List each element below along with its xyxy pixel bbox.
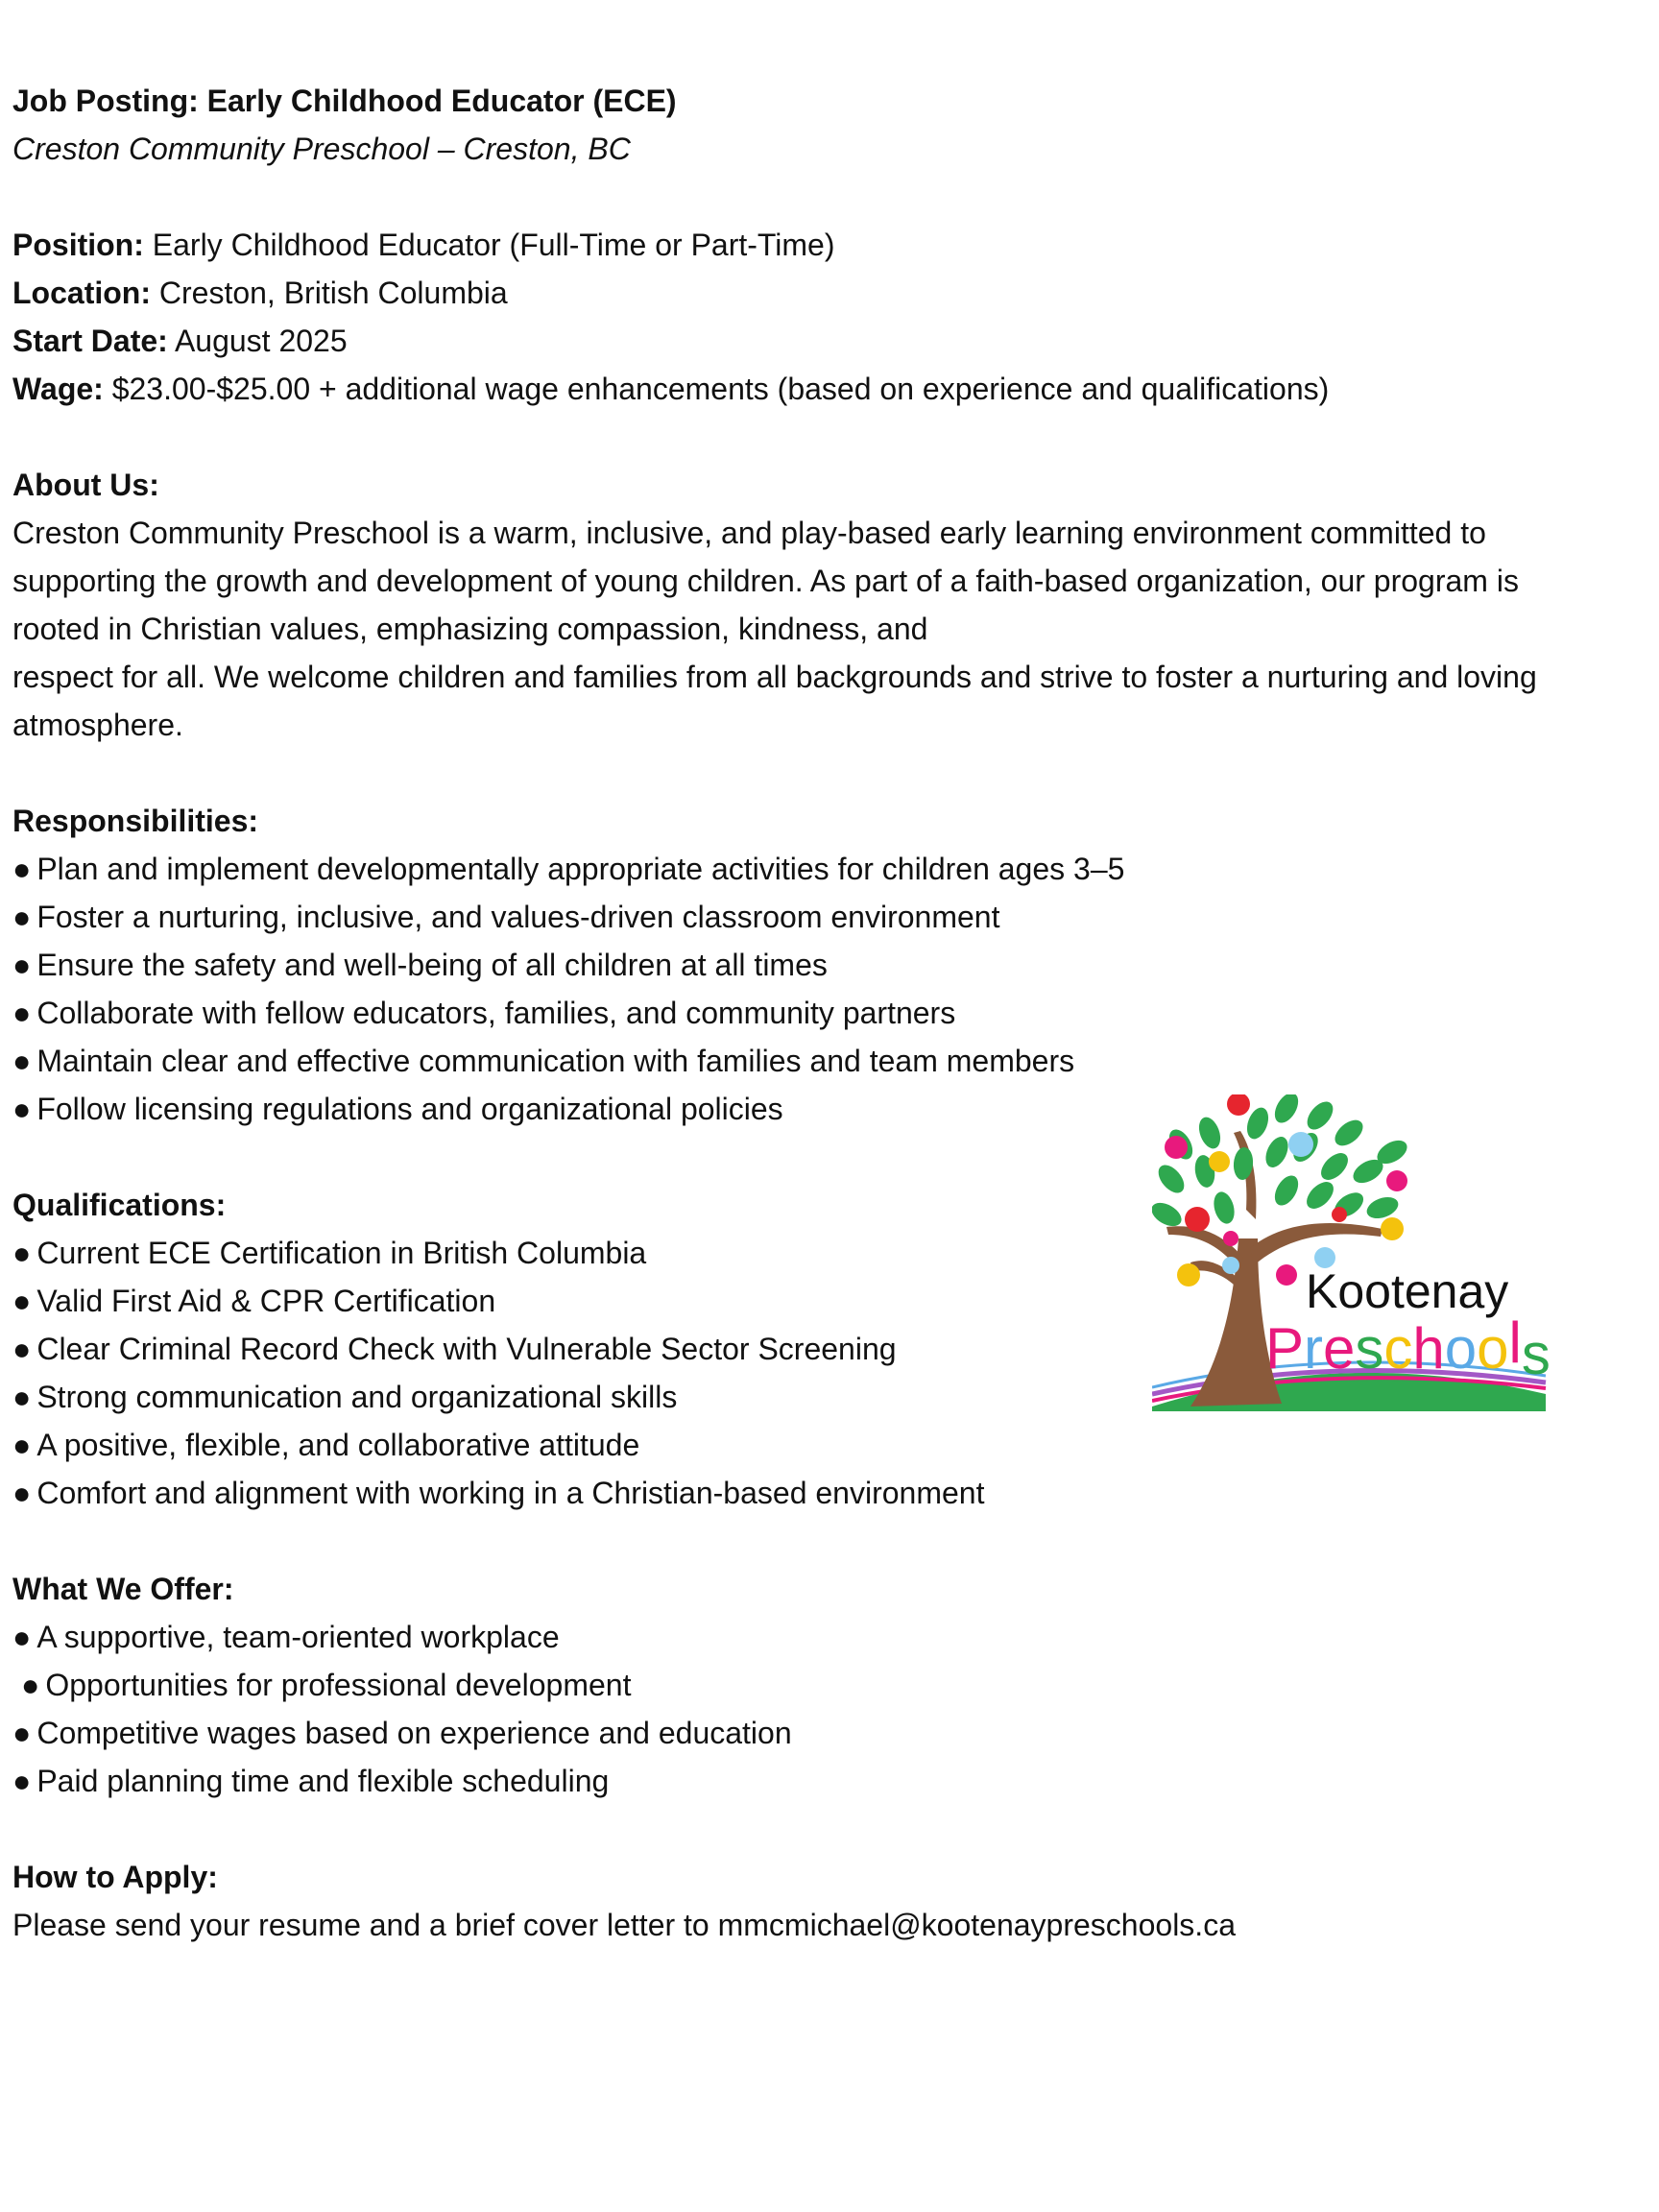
- detail-label: Position:: [12, 228, 144, 262]
- logo-letter: s: [1521, 1322, 1551, 1386]
- bullet-icon: ●: [12, 1764, 32, 1798]
- bullet-icon: ●: [12, 1476, 32, 1510]
- list-item-text: Comfort and alignment with working in a Christian-based environment: [36, 1476, 985, 1510]
- list-item: [12, 1709, 1645, 1757]
- apply-heading: How to Apply:: [12, 1860, 218, 1894]
- bullet-icon: ●: [21, 1668, 40, 1702]
- list-item-text: Foster a nurturing, inclusive, and values-driven classroom environment: [36, 900, 1000, 934]
- posting-title: Job Posting: Early Childhood Educator (ECE): [12, 84, 677, 118]
- logo-letter: e: [1323, 1316, 1356, 1381]
- list-item-text: Plan and implement developmentally appropriate activities for children ages 3–5: [36, 852, 1125, 886]
- list-item-text: Maintain clear and effective communication with families and team members: [36, 1044, 1075, 1078]
- detail-wage: [12, 365, 1645, 413]
- list-item-text: Opportunities for professional development: [45, 1668, 632, 1702]
- logo-letter: h: [1412, 1316, 1445, 1381]
- about-line: rooted in Christian values, emphasizing compassion, kindness, and: [12, 612, 928, 646]
- list-item: [12, 1613, 1645, 1661]
- list-item: [12, 989, 1645, 1037]
- about-paragraph: [12, 509, 1645, 749]
- bullet-icon: ●: [12, 1332, 32, 1366]
- bullet-icon: ●: [12, 1092, 32, 1126]
- offer-list: [12, 1613, 1645, 1805]
- list-item-text: Follow licensing regulations and organizational policies: [36, 1092, 783, 1126]
- list-item-text: A supportive, team-oriented workplace: [36, 1620, 560, 1654]
- list-item-text: A positive, flexible, and collaborative attitude: [36, 1428, 640, 1462]
- about-heading: About Us:: [12, 468, 159, 502]
- list-item-text: Collaborate with fellow educators, families, and community partners: [36, 996, 956, 1030]
- list-item: [12, 1421, 1645, 1469]
- detail-value: Creston, British Columbia: [150, 276, 508, 310]
- logo-letter: l: [1508, 1310, 1522, 1375]
- logo-letter: o: [1477, 1316, 1509, 1381]
- detail-label: Start Date:: [12, 324, 168, 358]
- list-item-text: Ensure the safety and well-being of all children at all times: [36, 948, 828, 982]
- bullet-icon: ●: [12, 996, 32, 1030]
- apply-text: Please send your resume and a brief cover letter to mmcmichael@kootenaypreschools.ca: [12, 1908, 1236, 1942]
- detail-position: [12, 221, 1645, 269]
- about-line: Creston Community Preschool is a warm, inclusive, and play-based early learning environment committed to: [12, 516, 1486, 550]
- posting-subtitle: Creston Community Preschool – Creston, BC: [12, 132, 631, 166]
- list-item-text: Paid planning time and flexible scheduling: [36, 1764, 610, 1798]
- bullet-icon: ●: [12, 852, 32, 886]
- about-line: respect for all. We welcome children and families from all backgrounds and strive to foster a nurturing and loving: [12, 660, 1537, 694]
- responsibilities-list: [12, 845, 1645, 1133]
- bullet-icon: ●: [12, 1236, 32, 1270]
- bullet-icon: ●: [12, 1620, 32, 1654]
- bullet-icon: ●: [12, 900, 32, 934]
- detail-value: Early Childhood Educator (Full-Time or Part-Time): [143, 228, 835, 262]
- offer-heading: What We Offer:: [12, 1572, 234, 1606]
- logo-letter: s: [1355, 1316, 1384, 1381]
- list-item: [12, 893, 1645, 941]
- list-item: [12, 1757, 1645, 1805]
- detail-start-date: [12, 317, 1645, 365]
- list-item: [12, 1037, 1645, 1085]
- bullet-icon: ●: [12, 948, 32, 982]
- list-item-text: Competitive wages based on experience and education: [36, 1716, 792, 1750]
- detail-value: August 2025: [167, 324, 348, 358]
- logo-letter: c: [1383, 1316, 1413, 1381]
- list-item: [12, 1661, 1645, 1709]
- kootenay-preschools-logo: [1152, 1094, 1594, 1411]
- about-line: atmosphere.: [12, 708, 183, 742]
- detail-value: $23.00-$25.00 + additional wage enhancements (based on experience and qualifications): [103, 372, 1330, 406]
- responsibilities-heading: Responsibilities:: [12, 804, 259, 838]
- detail-location: [12, 269, 1645, 317]
- about-line: supporting the growth and development of young children. As part of a faith-based organization, our program is: [12, 564, 1519, 598]
- bullet-icon: ●: [12, 1428, 32, 1462]
- list-item: [12, 941, 1645, 989]
- job-posting-document: [12, 77, 1645, 1949]
- logo-name-bottom: [1265, 1310, 1551, 1386]
- list-item: [12, 1469, 1645, 1517]
- logo-letter: r: [1304, 1316, 1324, 1381]
- bullet-icon: ●: [12, 1044, 32, 1078]
- list-item-text: Clear Criminal Record Check with Vulnerable Sector Screening: [36, 1332, 897, 1366]
- bullet-icon: ●: [12, 1380, 32, 1414]
- detail-label: Location:: [12, 276, 151, 310]
- logo-letter: P: [1265, 1316, 1305, 1381]
- list-item-text: Valid First Aid & CPR Certification: [36, 1284, 496, 1318]
- logo-letter: o: [1444, 1316, 1478, 1381]
- qualifications-heading: Qualifications:: [12, 1188, 227, 1222]
- list-item: [12, 845, 1645, 893]
- bullet-icon: ●: [12, 1284, 32, 1318]
- list-item-text: Current ECE Certification in British Columbia: [36, 1236, 647, 1270]
- list-item-text: Strong communication and organizational skills: [36, 1380, 678, 1414]
- logo-name-top: Kootenay: [1306, 1264, 1509, 1318]
- bullet-icon: ●: [12, 1716, 32, 1750]
- detail-label: Wage:: [12, 372, 104, 406]
